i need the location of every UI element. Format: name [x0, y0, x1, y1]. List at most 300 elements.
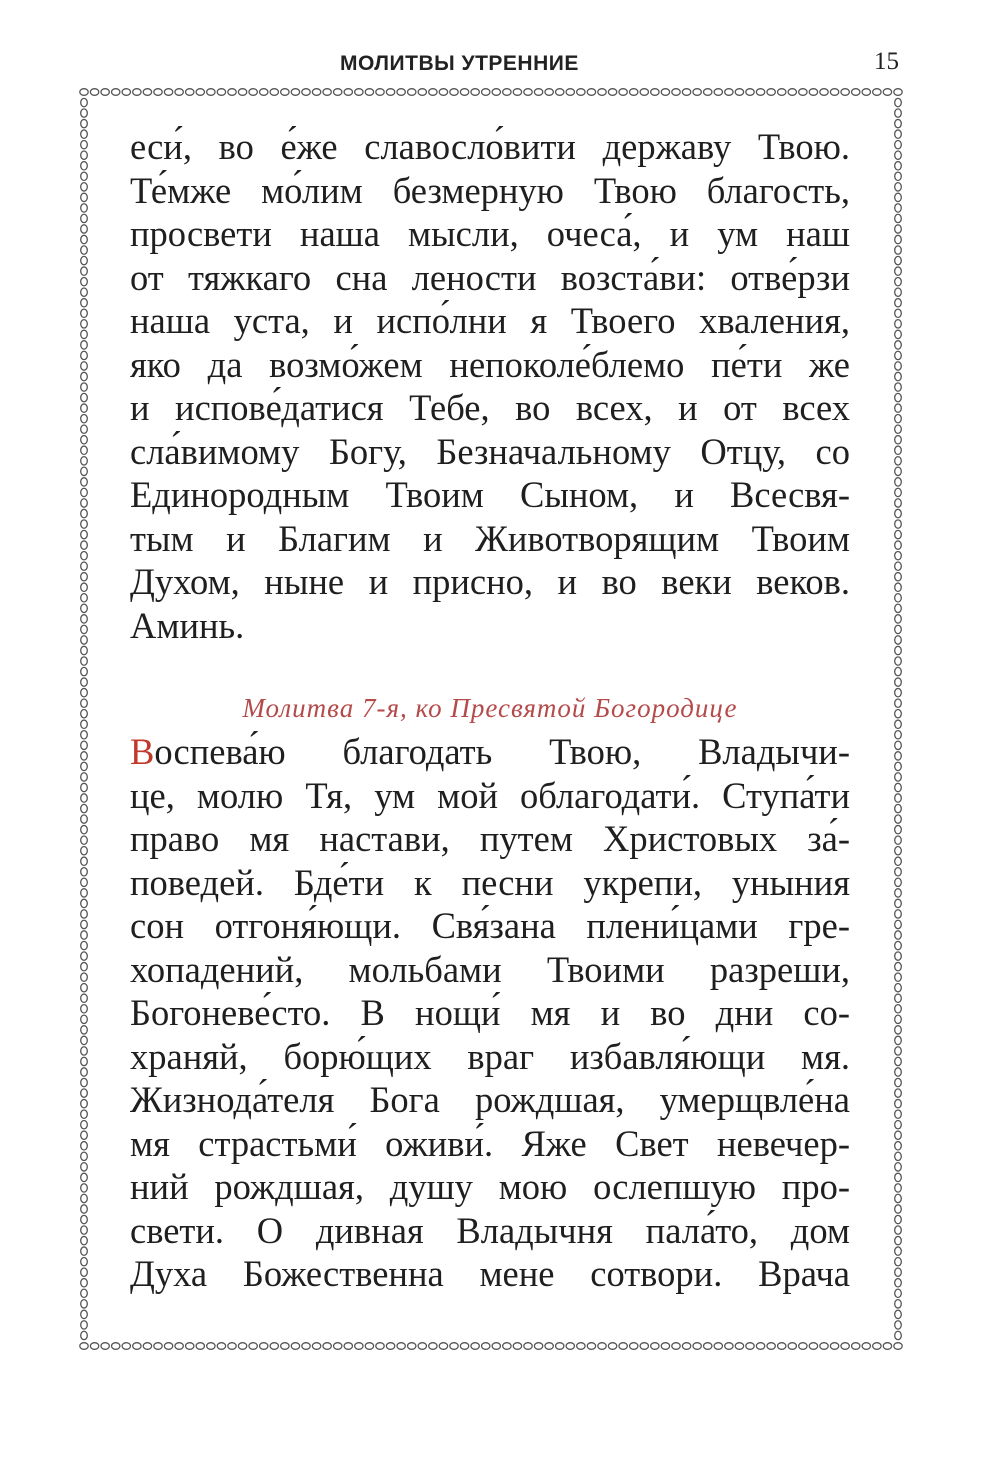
chain-link: [799, 1343, 807, 1350]
chain-link: [895, 162, 902, 170]
chain-link: [756, 89, 764, 96]
chain-link: [895, 183, 902, 191]
page-text: [130, 125, 850, 1296]
chain-link: [788, 89, 796, 96]
chain-link: [418, 89, 426, 96]
chain-link: [81, 1121, 88, 1129]
chain-link: [778, 89, 786, 96]
chain-link: [90, 89, 98, 96]
chain-link: [81, 351, 88, 359]
chain-link: [895, 214, 902, 222]
chain-link: [81, 1068, 88, 1076]
chain-link: [81, 594, 88, 602]
chain-link: [895, 1300, 902, 1308]
chain-link: [895, 1015, 902, 1023]
chain-link: [895, 1257, 902, 1265]
chain-link: [323, 89, 331, 96]
prayer-7: [130, 730, 850, 1296]
chain-link: [895, 299, 902, 307]
chain-link: [133, 89, 141, 96]
chain-link: [81, 604, 88, 612]
chain-link: [630, 89, 638, 96]
chain-link: [81, 1078, 88, 1086]
chain-link: [365, 1343, 373, 1350]
chain-link: [81, 1184, 88, 1192]
chain-link: [81, 889, 88, 897]
chain-link: [281, 1343, 289, 1350]
chain-link: [81, 256, 88, 264]
chain-link: [895, 720, 902, 728]
chain-link: [895, 1068, 902, 1076]
chain-link: [895, 688, 902, 696]
chain-link: [492, 89, 500, 96]
chain-link: [895, 952, 902, 960]
first-line-text: оспева́ю благодать Твою, Владычи-: [154, 731, 850, 772]
chain-link: [482, 1343, 490, 1350]
chain-link: [270, 1343, 278, 1350]
chain-link: [81, 583, 88, 591]
chain-link: [81, 362, 88, 370]
chain-link: [81, 646, 88, 654]
text-line: свети. О дивная Владычня пала́то, дом: [130, 1209, 850, 1251]
chain-link: [81, 1300, 88, 1308]
chain-link: [312, 1343, 320, 1350]
chain-link: [101, 1343, 109, 1350]
chain-link: [81, 320, 88, 328]
chain-link: [693, 1343, 701, 1350]
chain-link: [598, 1343, 606, 1350]
chain-link: [895, 1152, 902, 1160]
chain-link: [81, 1142, 88, 1150]
chain-link: [725, 89, 733, 96]
chain-link: [895, 583, 902, 591]
chain-link: [895, 678, 902, 686]
text-line: Духом, ныне и присно, и во веки веков.: [130, 561, 850, 602]
chain-link: [344, 1343, 352, 1350]
chain-link: [704, 89, 712, 96]
chain-link: [81, 731, 88, 739]
chain-link: [81, 246, 88, 254]
chain-link: [895, 699, 902, 707]
chain-link: [895, 478, 902, 486]
chain-link: [81, 657, 88, 665]
text-line: Аминь.: [130, 604, 245, 646]
chain-link: [895, 931, 902, 939]
chain-link: [895, 941, 902, 949]
chain-link: [895, 1110, 902, 1118]
chain-link: [513, 1343, 521, 1350]
chain-link: [895, 372, 902, 380]
chain-link: [778, 1343, 786, 1350]
chain-link: [895, 1121, 902, 1129]
chain-link: [81, 1015, 88, 1023]
chain-link: [895, 710, 902, 718]
chain-link: [895, 836, 902, 844]
chain-link: [895, 457, 902, 465]
chain-link: [365, 89, 373, 96]
chain-link: [81, 130, 88, 138]
chain-link: [249, 1343, 257, 1350]
chain-link: [895, 1321, 902, 1329]
chain-link: [81, 573, 88, 581]
chain-link: [682, 1343, 690, 1350]
chain-link: [895, 1247, 902, 1255]
chain-link: [503, 89, 511, 96]
chain-link: [81, 615, 88, 623]
chain-link: [228, 1343, 236, 1350]
chain-link: [228, 89, 236, 96]
chain-link: [895, 984, 902, 992]
chain-link: [895, 446, 902, 454]
text-line: и испове́датися Тебе, во всех, и от всех: [130, 387, 850, 428]
chain-link: [80, 1343, 88, 1350]
chain-link: [895, 625, 902, 633]
chain-link: [895, 868, 902, 876]
chain-link: [81, 773, 88, 781]
chain-link: [122, 89, 130, 96]
chain-link: [651, 89, 659, 96]
chain-link: [841, 89, 849, 96]
chain-link: [895, 119, 902, 127]
chain-link: [895, 1173, 902, 1181]
chain-link: [661, 1343, 669, 1350]
chain-link: [566, 89, 574, 96]
chain-link: [895, 878, 902, 886]
chain-link: [587, 1343, 595, 1350]
chain-link: [81, 762, 88, 770]
chain-link: [281, 89, 289, 96]
chain-link: [81, 1163, 88, 1171]
chain-link: [895, 488, 902, 496]
chain-link: [746, 89, 754, 96]
chain-link: [81, 1110, 88, 1118]
chain-link: [81, 962, 88, 970]
chain-link: [895, 235, 902, 243]
text-line: сон отгоня́ющи. Свя́зана плени́цами гре-: [130, 905, 850, 946]
chain-link: [81, 1099, 88, 1107]
continued-prayer: [130, 125, 850, 647]
chain-link: [895, 794, 902, 802]
chain-link: [895, 341, 902, 349]
chain-link: [545, 89, 553, 96]
chain-link: [450, 1343, 458, 1350]
chain-link: [355, 89, 363, 96]
chain-link: [862, 89, 870, 96]
chain-link: [81, 341, 88, 349]
chain-link: [81, 931, 88, 939]
chain-link: [217, 1343, 225, 1350]
chain-link: [608, 1343, 616, 1350]
chain-link: [355, 1343, 363, 1350]
chain-link: [471, 1343, 479, 1350]
chain-link: [450, 89, 458, 96]
chain-link: [81, 868, 88, 876]
chain-link: [207, 1343, 215, 1350]
chain-link: [619, 89, 627, 96]
chain-link: [81, 1247, 88, 1255]
chain-link: [895, 530, 902, 538]
chain-link: [386, 89, 394, 96]
chain-link: [81, 625, 88, 633]
chain-link: [895, 562, 902, 570]
chain-link: [895, 920, 902, 928]
chain-link: [820, 89, 828, 96]
chain-link: [344, 89, 352, 96]
chain-link: [672, 1343, 680, 1350]
chain-link: [291, 89, 299, 96]
chain-link: [841, 1343, 849, 1350]
chain-link: [143, 1343, 151, 1350]
chain-link: [895, 1289, 902, 1297]
chain-link: [895, 499, 902, 507]
chain-link: [895, 509, 902, 517]
chain-link: [81, 425, 88, 433]
chain-link: [81, 920, 88, 928]
chain-link: [81, 1289, 88, 1297]
chain-link: [895, 615, 902, 623]
chain-link: [895, 288, 902, 296]
chain-link: [587, 89, 595, 96]
chain-link: [81, 214, 88, 222]
chain-link: [746, 1343, 754, 1350]
chain-link: [895, 277, 902, 285]
chain-link: [439, 1343, 447, 1350]
chain-link: [81, 794, 88, 802]
chain-link: [81, 1089, 88, 1097]
chain-link: [81, 119, 88, 127]
chain-link: [492, 1343, 500, 1350]
chain-link: [895, 573, 902, 581]
chain-link: [112, 89, 120, 96]
chain-link: [408, 89, 416, 96]
text-line: еси́, во е́же славосло́вити державу Твою.: [130, 126, 850, 167]
chain-link: [619, 1343, 627, 1350]
chain-link: [895, 193, 902, 201]
text-line: поведей. Бде́ти к песни укрепи, уныния: [130, 861, 850, 903]
chain-link: [460, 1343, 468, 1350]
chain-link: [482, 89, 490, 96]
chain-link: [81, 509, 88, 517]
text-line: наша уста, и испо́лни я Твоего хваления,: [130, 300, 850, 341]
chain-link: [651, 1343, 659, 1350]
text-line: Единородным Твоим Сыном, и Всесвя-: [130, 474, 850, 515]
chain-link: [556, 1343, 564, 1350]
chain-link: [302, 1343, 310, 1350]
chain-link: [81, 899, 88, 907]
chain-link: [767, 1343, 775, 1350]
chain-link: [895, 773, 902, 781]
chain-link: [895, 246, 902, 254]
chain-link: [112, 1343, 120, 1350]
running-title: МОЛИТВЫ УТРЕННИЕ: [340, 52, 579, 75]
chain-link: [81, 1026, 88, 1034]
chain-link: [895, 1036, 902, 1044]
text-line: це, молю Тя, ум мой облагодати́. Ступа́ти: [130, 774, 850, 816]
chain-link: [164, 89, 172, 96]
chain-link: [534, 1343, 542, 1350]
chain-link: [81, 1226, 88, 1234]
chain-link: [80, 89, 88, 96]
chain-link: [81, 699, 88, 707]
chain-link: [81, 414, 88, 422]
chain-link: [767, 89, 775, 96]
chain-link: [81, 446, 88, 454]
chain-link: [895, 1099, 902, 1107]
chain-link: [81, 973, 88, 981]
chain-link: [207, 89, 215, 96]
chain-link: [873, 1343, 881, 1350]
chain-link: [630, 1343, 638, 1350]
chain-link: [873, 89, 881, 96]
chain-link: [895, 1078, 902, 1086]
chain-link: [895, 551, 902, 559]
chain-link: [154, 89, 162, 96]
chain-link: [81, 688, 88, 696]
chain-link: [524, 1343, 532, 1350]
chain-link: [122, 1343, 130, 1350]
chain-link: [323, 1343, 331, 1350]
chain-link: [788, 1343, 796, 1350]
chain-link: [81, 467, 88, 475]
chain-link: [238, 89, 246, 96]
chain-link: [895, 910, 902, 918]
chain-link: [895, 1026, 902, 1034]
chain-link: [895, 1310, 902, 1318]
chain-link: [895, 899, 902, 907]
chain-link: [895, 667, 902, 675]
chain-link: [895, 404, 902, 412]
chain-link: [895, 657, 902, 665]
chain-link: [186, 1343, 194, 1350]
chain-link: [81, 277, 88, 285]
chain-link: [81, 204, 88, 212]
chain-link: [895, 604, 902, 612]
chain-link: [820, 1343, 828, 1350]
chain-link: [81, 235, 88, 243]
chain-link: [81, 678, 88, 686]
chain-link: [397, 89, 405, 96]
chain-link: [81, 404, 88, 412]
chain-link: [81, 499, 88, 507]
chain-link: [895, 1215, 902, 1223]
chain-link: [81, 299, 88, 307]
chain-link: [895, 383, 902, 391]
chain-link: [895, 1331, 902, 1339]
chain-link: [895, 994, 902, 1002]
chain-link: [81, 1194, 88, 1202]
chain-link: [693, 89, 701, 96]
chain-link: [566, 1343, 574, 1350]
chain-link: [862, 1343, 870, 1350]
text-line: от тяжкаго сна лености возста́ви: отве́рзи: [130, 256, 850, 298]
chain-link: [756, 1343, 764, 1350]
text-line: право мя настави, путем Христовых за́-: [130, 818, 850, 859]
text-line: Богоневе́сто. В нощи́ мя и во дни со-: [130, 992, 850, 1033]
chain-link: [895, 815, 902, 823]
chain-link: [90, 1343, 98, 1350]
chain-link: [830, 89, 838, 96]
chain-link: [524, 89, 532, 96]
chain-link: [81, 847, 88, 855]
chain-link: [714, 1343, 722, 1350]
chain-link: [81, 941, 88, 949]
chain-link: [81, 1057, 88, 1065]
chain-link: [556, 89, 564, 96]
text-line: храняй, борю́щих враг избавля́ющи мя.: [130, 1035, 850, 1077]
chain-link: [81, 530, 88, 538]
prayer-first-line: [130, 730, 850, 774]
chain-link: [895, 1279, 902, 1287]
chain-link: [895, 1047, 902, 1055]
chain-link: [471, 89, 479, 96]
chain-link: [895, 172, 902, 180]
chain-link: [81, 836, 88, 844]
chain-link: [81, 804, 88, 812]
chain-link: [895, 436, 902, 444]
chain-link: [672, 89, 680, 96]
chain-link: [439, 89, 447, 96]
running-head: [0, 48, 1000, 82]
chain-link: [249, 89, 257, 96]
chain-link: [81, 857, 88, 865]
chain-link: [895, 1142, 902, 1150]
chain-link: [81, 193, 88, 201]
chain-link: [460, 89, 468, 96]
chain-link: [895, 362, 902, 370]
chain-link: [81, 562, 88, 570]
chain-link: [81, 667, 88, 675]
chain-link: [640, 1343, 648, 1350]
chain-link: [81, 225, 88, 233]
chain-link: [503, 1343, 511, 1350]
chain-link: [81, 488, 88, 496]
chain-link: [598, 89, 606, 96]
chain-link: [81, 541, 88, 549]
chain-link: [81, 330, 88, 338]
text-line: Жизнода́теля Бога рождшая, умерщвле́на: [130, 1079, 850, 1120]
chain-link: [376, 89, 384, 96]
chain-link: [334, 1343, 342, 1350]
chain-link: [81, 393, 88, 401]
text-line: Духа Божественна мене сотвори. Врача: [130, 1253, 850, 1294]
chain-link: [81, 109, 88, 117]
chain-link: [895, 467, 902, 475]
chain-link: [81, 1047, 88, 1055]
chain-link: [175, 1343, 183, 1350]
text-line: сла́вимому Богу, Безначальному Отцу, со: [130, 430, 850, 472]
chain-link: [895, 731, 902, 739]
chain-link: [895, 973, 902, 981]
prayer-heading: Молитва 7-я, ко Пресвятой Богородице: [242, 693, 738, 723]
chain-link: [81, 636, 88, 644]
chain-link: [894, 1343, 902, 1350]
chain-link: [895, 204, 902, 212]
chain-link: [81, 1331, 88, 1339]
chain-link: [608, 89, 616, 96]
chain-link: [81, 752, 88, 760]
chain-link: [175, 89, 183, 96]
chain-link: [81, 783, 88, 791]
chain-link: [81, 1152, 88, 1160]
chain-link: [270, 89, 278, 96]
chain-link: [238, 1343, 246, 1350]
chain-link: [81, 151, 88, 159]
chain-link: [895, 646, 902, 654]
chain-link: [895, 847, 902, 855]
chain-link: [895, 309, 902, 317]
chain-link: [895, 1089, 902, 1097]
drop-cap: В: [130, 731, 155, 772]
